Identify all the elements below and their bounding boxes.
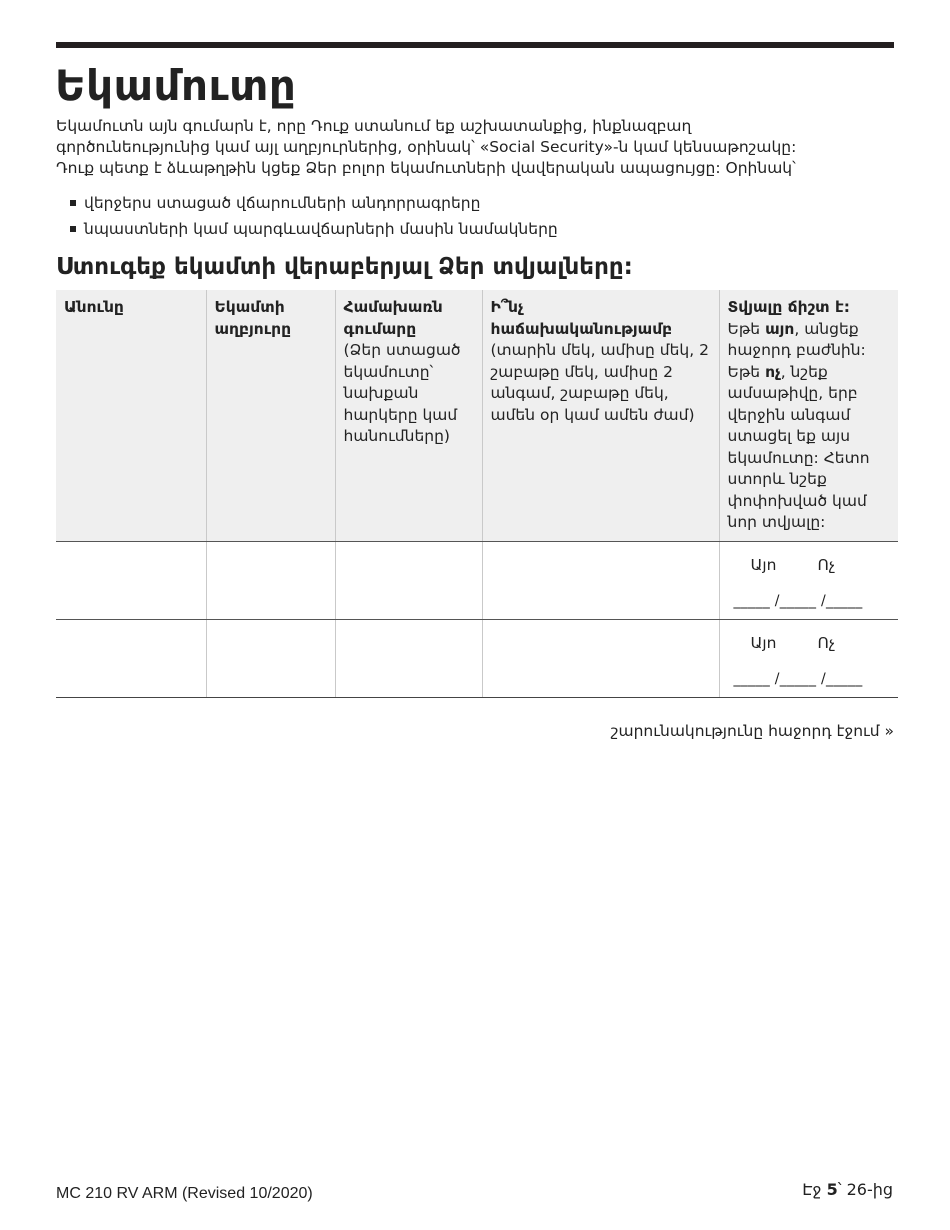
intro-line: գործունեությունից կամ այլ աղբյուրներից, օրինակ՝ «Social Security»-ն կամ կենսաթոշակը: <box>56 138 797 156</box>
source-cell[interactable] <box>206 541 335 619</box>
table-row <box>56 619 898 697</box>
yes-option[interactable]: Այո <box>750 633 777 652</box>
date-field[interactable]: _____ /_____ /_____ <box>733 592 863 609</box>
no-option[interactable]: Ոչ <box>817 633 836 652</box>
section-heading: Ստուգեք եկամտի վերաբերյալ Ձեր տվյալները: <box>56 254 633 280</box>
date-field[interactable]: _____ /_____ /_____ <box>733 670 863 687</box>
name-cell[interactable] <box>56 619 206 697</box>
list-item: նպաստների կամ պարգևավճարների մասին նամակները <box>56 216 558 242</box>
form-id: MC 210 RV ARM (Revised 10/2020) <box>56 1185 313 1202</box>
page-number: Էջ 5՝ 26-ից <box>802 1180 893 1199</box>
income-table <box>56 290 898 698</box>
header-frequency: Ի՞նչ հաճախականությամբ (տարին մեկ, ամիսը մեկ, 2 շաբաթը մեկ, ամիսը 2 անգամ, շաբաթը մեկ, ամեն օր կամ ամեն ժամ) <box>482 290 719 541</box>
yes-option[interactable]: Այո <box>750 555 777 574</box>
proof-examples-list <box>56 190 558 242</box>
correct-cell <box>719 541 898 619</box>
intro-line: Դուք պետք է ձևաթղթին կցեք Ձեր բոլոր եկամուտների վավերական ապացույցը: Օրինակ՝ <box>56 159 796 177</box>
list-item: վերջերս ստացած վճարումների անդորրագրերը <box>56 190 558 216</box>
header-source: Եկամտի աղբյուրը <box>206 290 335 541</box>
bullet-square-icon <box>70 226 76 232</box>
intro-line: Եկամուտն այն գումարն է, որը Դուք ստանում եք աշխատանքից, ինքնազբաղ <box>56 117 692 135</box>
correct-cell <box>719 619 898 697</box>
frequency-cell[interactable] <box>482 619 719 697</box>
header-name: Անունը <box>56 290 206 541</box>
page-title: Եկամուտը <box>55 61 297 110</box>
name-cell[interactable] <box>56 541 206 619</box>
header-total: Համախառն գումարը (Ձեր ստացած եկամուտը՝ նախքան հարկերը կամ հանումները) <box>335 290 482 541</box>
top-rule <box>56 42 894 48</box>
frequency-cell[interactable] <box>482 541 719 619</box>
bullet-square-icon <box>70 200 76 206</box>
intro-paragraph <box>56 116 896 179</box>
header-correct: Տվյալը ճիշտ է: Եթե այո, անցեք հաջորդ բաժնին: Եթե ոչ, նշեք ամսաթիվը, երբ վերջին անգամ ստացել եք այս եկամուտը: Հետո ստորև նշեք փոփոխված կամ նոր տվյալը: <box>719 290 898 541</box>
table-header-row <box>56 290 898 541</box>
continued-note: շարունակությունը հաջորդ էջում » <box>610 722 894 740</box>
table-row <box>56 541 898 619</box>
total-cell[interactable] <box>335 541 482 619</box>
total-cell[interactable] <box>335 619 482 697</box>
source-cell[interactable] <box>206 619 335 697</box>
no-option[interactable]: Ոչ <box>817 555 836 574</box>
